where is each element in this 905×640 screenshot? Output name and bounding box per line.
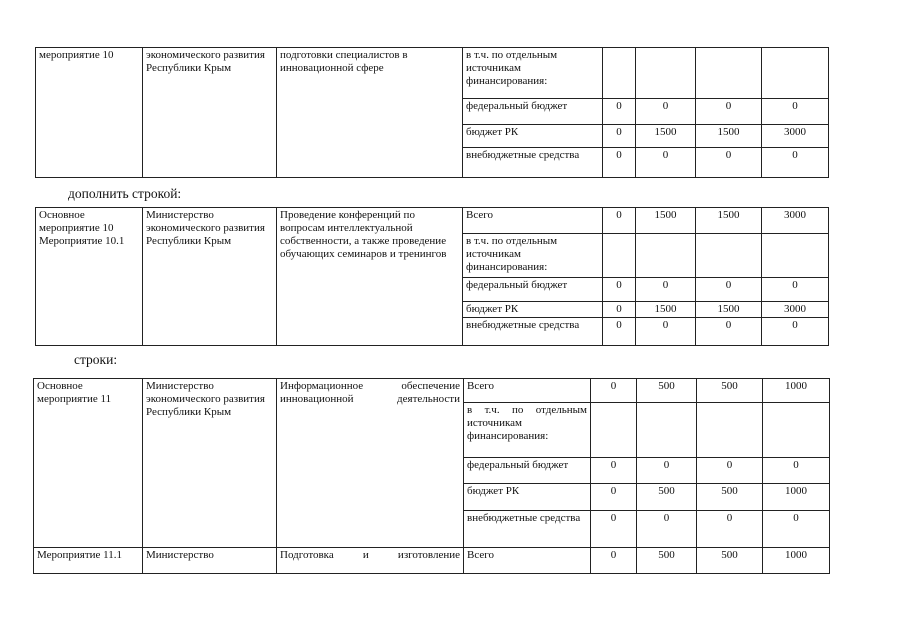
value-cell: 0 [636, 148, 696, 178]
value-cell: 3000 [762, 208, 829, 234]
value-cell: 0 [591, 548, 637, 574]
executor-cell: Министерство экономического развития Республики Крым [143, 208, 277, 346]
value-cell: 0 [763, 511, 830, 548]
source-label: бюджет РК [463, 125, 603, 148]
value-cell: 0 [603, 318, 636, 346]
source-label: федеральный бюджет [463, 278, 603, 302]
value-cell: 0 [697, 458, 763, 484]
value-cell: 500 [697, 379, 763, 403]
source-label: внебюджетные средства [463, 148, 603, 178]
source-label: бюджет РК [464, 484, 591, 511]
source-label: федеральный бюджет [464, 458, 591, 484]
measure-cell: Мероприятие 11.1 [34, 548, 143, 574]
table-row [36, 208, 829, 234]
value-cell [696, 48, 762, 99]
table-measure-10-1 [35, 207, 829, 346]
source-label: Всего [464, 379, 591, 403]
value-cell: 500 [637, 548, 697, 574]
executor-cell: экономического развития Республики Крым [143, 48, 277, 178]
value-cell: 0 [591, 458, 637, 484]
description-cell: подготовки специалистов в инновационной сфере [277, 48, 463, 178]
source-label: внебюджетные средства [464, 511, 591, 548]
value-cell: 0 [696, 278, 762, 302]
value-cell: 0 [762, 278, 829, 302]
value-cell: 3000 [762, 125, 829, 148]
value-cell [603, 48, 636, 99]
value-cell [603, 234, 636, 278]
value-cell [636, 234, 696, 278]
value-cell: 0 [696, 148, 762, 178]
table-row [34, 548, 830, 574]
table-row [34, 379, 830, 403]
value-cell [636, 48, 696, 99]
value-cell: 3000 [762, 302, 829, 318]
executor-cell: Министерство [143, 548, 277, 574]
table-row [36, 48, 829, 99]
value-cell: 0 [763, 458, 830, 484]
value-cell [696, 234, 762, 278]
source-label: в т.ч. по отдельным источникам финансирования: [463, 234, 603, 278]
value-cell: 1500 [636, 208, 696, 234]
value-cell: 0 [603, 302, 636, 318]
value-cell: 0 [762, 99, 829, 125]
source-label: Всего [464, 548, 591, 574]
value-cell: 0 [762, 318, 829, 346]
value-cell: 0 [636, 278, 696, 302]
value-cell: 500 [697, 484, 763, 511]
value-cell: 500 [637, 379, 697, 403]
measure-cell: мероприятие 10 [36, 48, 143, 178]
source-label: бюджет РК [463, 302, 603, 318]
section-caption: строки: [74, 352, 118, 367]
value-cell: 0 [696, 318, 762, 346]
value-cell: 0 [603, 148, 636, 178]
measure-cell: Основное мероприятие 11 [34, 379, 143, 548]
value-cell: 1000 [763, 548, 830, 574]
description-cell: Проведение конференций по вопросам интеллектуальной собственности, а также проведение обучающих семинаров и тренингов [277, 208, 463, 346]
value-cell [697, 403, 763, 458]
value-cell: 0 [591, 379, 637, 403]
value-cell: 0 [636, 99, 696, 125]
table-measure-11 [33, 378, 830, 574]
value-cell: 0 [603, 99, 636, 125]
executor-cell: Министерство экономического развития Республики Крым [143, 379, 277, 548]
source-label: федеральный бюджет [463, 99, 603, 125]
value-cell: 0 [637, 458, 697, 484]
value-cell: 0 [591, 511, 637, 548]
value-cell: 1000 [763, 484, 830, 511]
value-cell: 1500 [696, 125, 762, 148]
value-cell [763, 403, 830, 458]
source-label: внебюджетные средства [463, 318, 603, 346]
value-cell: 0 [603, 278, 636, 302]
value-cell [762, 234, 829, 278]
description-cell: Информационное обеспечение инновационной деятельности [277, 379, 464, 548]
value-cell: 0 [603, 125, 636, 148]
value-cell: 0 [637, 511, 697, 548]
value-cell: 0 [696, 99, 762, 125]
value-cell: 0 [697, 511, 763, 548]
value-cell: 1500 [696, 208, 762, 234]
value-cell [762, 48, 829, 99]
value-cell: 0 [762, 148, 829, 178]
description-cell: Подготовка и изготовление [277, 548, 464, 574]
source-label: Всего [463, 208, 603, 234]
value-cell [637, 403, 697, 458]
source-label: в т.ч. по отдельным источникам финансирования: [464, 403, 591, 458]
value-cell: 0 [603, 208, 636, 234]
value-cell: 500 [697, 548, 763, 574]
value-cell: 1500 [696, 302, 762, 318]
value-cell [591, 403, 637, 458]
value-cell: 1000 [763, 379, 830, 403]
source-label: в т.ч. по отдельным источникам финансирования: [463, 48, 603, 99]
measure-cell: Основное мероприятие 10 Мероприятие 10.1 [36, 208, 143, 346]
value-cell: 500 [637, 484, 697, 511]
value-cell: 0 [591, 484, 637, 511]
table-measure-10-continued [35, 47, 829, 178]
value-cell: 1500 [636, 125, 696, 148]
value-cell: 0 [636, 318, 696, 346]
section-caption: дополнить строкой: [68, 186, 182, 201]
value-cell: 1500 [636, 302, 696, 318]
